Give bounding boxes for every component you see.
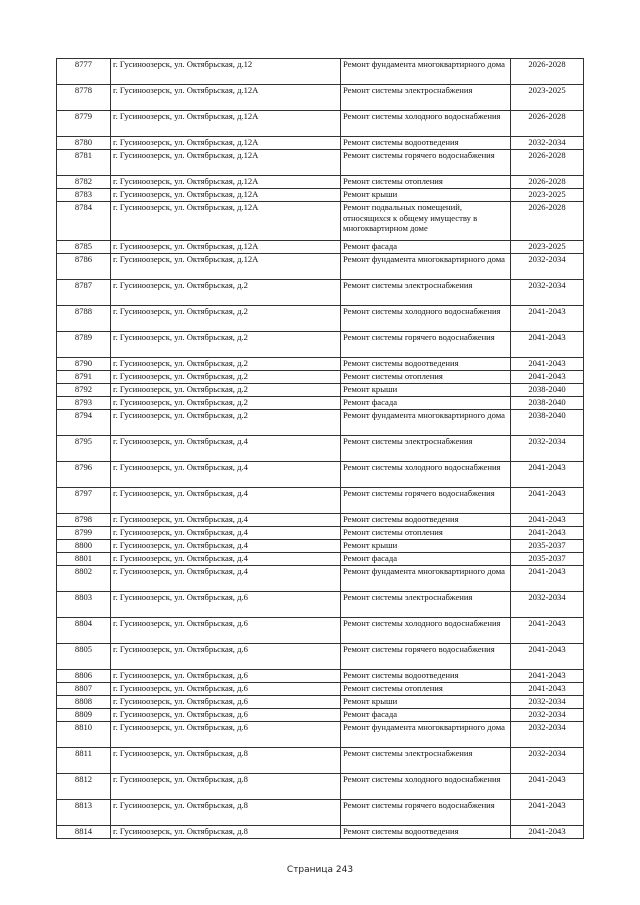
row-number-cell: 8779 <box>57 111 111 137</box>
table-row <box>57 488 584 514</box>
row-number-cell: 8806 <box>57 670 111 683</box>
table-row <box>57 826 584 839</box>
row-number-cell: 8795 <box>57 436 111 462</box>
period-cell: 2041-2043 <box>511 527 584 540</box>
work-type-cell: Ремонт фундамента многоквартирного дома <box>341 410 511 436</box>
work-type-cell: Ремонт системы горячего водоснабжения <box>341 150 511 176</box>
period-cell: 2026-2028 <box>511 202 584 241</box>
work-type-cell: Ремонт крыши <box>341 696 511 709</box>
address-cell: г. Гусиноозерск, ул. Октябрьская, д.6 <box>111 670 341 683</box>
work-type-cell: Ремонт крыши <box>341 540 511 553</box>
address-cell: г. Гусиноозерск, ул. Октябрьская, д.12А <box>111 85 341 111</box>
period-cell: 2032-2034 <box>511 137 584 150</box>
period-cell: 2041-2043 <box>511 670 584 683</box>
table-row <box>57 683 584 696</box>
address-cell: г. Гусиноозерск, ул. Октябрьская, д.12А <box>111 111 341 137</box>
work-type-cell: Ремонт системы горячего водоснабжения <box>341 488 511 514</box>
work-type-cell: Ремонт системы холодного водоснабжения <box>341 306 511 332</box>
work-type-cell: Ремонт системы отопления <box>341 527 511 540</box>
table-row <box>57 111 584 137</box>
work-type-cell: Ремонт фасада <box>341 709 511 722</box>
work-type-cell: Ремонт крыши <box>341 189 511 202</box>
address-cell: г. Гусиноозерск, ул. Октябрьская, д.8 <box>111 800 341 826</box>
period-cell: 2026-2028 <box>511 111 584 137</box>
table-row <box>57 696 584 709</box>
address-cell: г. Гусиноозерск, ул. Октябрьская, д.12А <box>111 137 341 150</box>
period-cell: 2035-2037 <box>511 540 584 553</box>
period-cell: 2041-2043 <box>511 800 584 826</box>
address-cell: г. Гусиноозерск, ул. Октябрьская, д.12А <box>111 150 341 176</box>
address-cell: г. Гусиноозерск, ул. Октябрьская, д.12А <box>111 254 341 280</box>
period-cell: 2041-2043 <box>511 514 584 527</box>
period-cell: 2041-2043 <box>511 306 584 332</box>
row-number-cell: 8798 <box>57 514 111 527</box>
address-cell: г. Гусиноозерск, ул. Октябрьская, д.8 <box>111 774 341 800</box>
address-cell: г. Гусиноозерск, ул. Октябрьская, д.6 <box>111 722 341 748</box>
work-type-cell: Ремонт фасада <box>341 553 511 566</box>
row-number-cell: 8797 <box>57 488 111 514</box>
period-cell: 2032-2034 <box>511 696 584 709</box>
work-type-cell: Ремонт фундамента многоквартирного дома <box>341 59 511 85</box>
row-number-cell: 8784 <box>57 202 111 241</box>
row-number-cell: 8785 <box>57 241 111 254</box>
address-cell: г. Гусиноозерск, ул. Октябрьская, д.12А <box>111 241 341 254</box>
address-cell: г. Гусиноозерск, ул. Октябрьская, д.12А <box>111 176 341 189</box>
address-cell: г. Гусиноозерск, ул. Октябрьская, д.4 <box>111 462 341 488</box>
period-cell: 2032-2034 <box>511 722 584 748</box>
period-cell: 2038-2040 <box>511 410 584 436</box>
table-row <box>57 137 584 150</box>
address-cell: г. Гусиноозерск, ул. Октябрьская, д.2 <box>111 358 341 371</box>
row-number-cell: 8800 <box>57 540 111 553</box>
period-cell: 2032-2034 <box>511 709 584 722</box>
period-cell: 2023-2025 <box>511 189 584 202</box>
address-cell: г. Гусиноозерск, ул. Октябрьская, д.12 <box>111 59 341 85</box>
work-type-cell: Ремонт системы холодного водоснабжения <box>341 618 511 644</box>
row-number-cell: 8794 <box>57 410 111 436</box>
row-number-cell: 8787 <box>57 280 111 306</box>
table-row <box>57 410 584 436</box>
address-cell: г. Гусиноозерск, ул. Октябрьская, д.4 <box>111 566 341 592</box>
period-cell: 2032-2034 <box>511 280 584 306</box>
address-cell: г. Гусиноозерск, ул. Октябрьская, д.4 <box>111 527 341 540</box>
repair-schedule-table <box>56 58 584 839</box>
row-number-cell: 8786 <box>57 254 111 280</box>
period-cell: 2041-2043 <box>511 566 584 592</box>
table-row <box>57 436 584 462</box>
table-row <box>57 397 584 410</box>
table-row <box>57 618 584 644</box>
table-row <box>57 592 584 618</box>
address-cell: г. Гусиноозерск, ул. Октябрьская, д.4 <box>111 514 341 527</box>
period-cell: 2038-2040 <box>511 384 584 397</box>
table-row <box>57 189 584 202</box>
work-type-cell: Ремонт системы водоотведения <box>341 670 511 683</box>
address-cell: г. Гусиноозерск, ул. Октябрьская, д.6 <box>111 592 341 618</box>
work-type-cell: Ремонт системы отопления <box>341 683 511 696</box>
address-cell: г. Гусиноозерск, ул. Октябрьская, д.6 <box>111 618 341 644</box>
row-number-cell: 8788 <box>57 306 111 332</box>
work-type-cell: Ремонт системы отопления <box>341 371 511 384</box>
period-cell: 2026-2028 <box>511 59 584 85</box>
row-number-cell: 8778 <box>57 85 111 111</box>
table-row <box>57 514 584 527</box>
address-cell: г. Гусиноозерск, ул. Октябрьская, д.12А <box>111 202 341 241</box>
period-cell: 2032-2034 <box>511 254 584 280</box>
row-number-cell: 8809 <box>57 709 111 722</box>
work-type-cell: Ремонт фасада <box>341 397 511 410</box>
work-type-cell: Ремонт подвальных помещений, относящихся к общему имуществу в многоквартирном доме <box>341 202 511 241</box>
work-type-cell: Ремонт системы электроснабжения <box>341 592 511 618</box>
row-number-cell: 8801 <box>57 553 111 566</box>
row-number-cell: 8811 <box>57 748 111 774</box>
table-body <box>57 59 584 839</box>
table-row <box>57 540 584 553</box>
address-cell: г. Гусиноозерск, ул. Октябрьская, д.2 <box>111 410 341 436</box>
row-number-cell: 8789 <box>57 332 111 358</box>
table-row <box>57 306 584 332</box>
period-cell: 2032-2034 <box>511 436 584 462</box>
table-row <box>57 774 584 800</box>
address-cell: г. Гусиноозерск, ул. Октябрьская, д.8 <box>111 748 341 774</box>
table-row <box>57 150 584 176</box>
period-cell: 2035-2037 <box>511 553 584 566</box>
period-cell: 2041-2043 <box>511 462 584 488</box>
table-row <box>57 709 584 722</box>
address-cell: г. Гусиноозерск, ул. Октябрьская, д.12А <box>111 189 341 202</box>
work-type-cell: Ремонт системы горячего водоснабжения <box>341 644 511 670</box>
period-cell: 2032-2034 <box>511 748 584 774</box>
work-type-cell: Ремонт системы водоотведения <box>341 826 511 839</box>
table-row <box>57 332 584 358</box>
work-type-cell: Ремонт фундамента многоквартирного дома <box>341 566 511 592</box>
table-row <box>57 176 584 189</box>
table-row <box>57 371 584 384</box>
table-row <box>57 644 584 670</box>
work-type-cell: Ремонт системы горячего водоснабжения <box>341 332 511 358</box>
period-cell: 2041-2043 <box>511 644 584 670</box>
table-row <box>57 722 584 748</box>
period-cell: 2032-2034 <box>511 592 584 618</box>
table-row <box>57 384 584 397</box>
row-number-cell: 8796 <box>57 462 111 488</box>
work-type-cell: Ремонт системы отопления <box>341 176 511 189</box>
row-number-cell: 8808 <box>57 696 111 709</box>
work-type-cell: Ремонт системы электроснабжения <box>341 85 511 111</box>
row-number-cell: 8777 <box>57 59 111 85</box>
address-cell: г. Гусиноозерск, ул. Октябрьская, д.6 <box>111 709 341 722</box>
row-number-cell: 8803 <box>57 592 111 618</box>
table-row <box>57 553 584 566</box>
row-number-cell: 8783 <box>57 189 111 202</box>
address-cell: г. Гусиноозерск, ул. Октябрьская, д.6 <box>111 644 341 670</box>
table-row <box>57 800 584 826</box>
row-number-cell: 8814 <box>57 826 111 839</box>
row-number-cell: 8799 <box>57 527 111 540</box>
address-cell: г. Гусиноозерск, ул. Октябрьская, д.4 <box>111 553 341 566</box>
work-type-cell: Ремонт фасада <box>341 241 511 254</box>
period-cell: 2041-2043 <box>511 488 584 514</box>
row-number-cell: 8804 <box>57 618 111 644</box>
table-row <box>57 280 584 306</box>
address-cell: г. Гусиноозерск, ул. Октябрьская, д.4 <box>111 436 341 462</box>
row-number-cell: 8807 <box>57 683 111 696</box>
table-row <box>57 85 584 111</box>
row-number-cell: 8793 <box>57 397 111 410</box>
work-type-cell: Ремонт системы горячего водоснабжения <box>341 800 511 826</box>
period-cell: 2026-2028 <box>511 176 584 189</box>
row-number-cell: 8791 <box>57 371 111 384</box>
work-type-cell: Ремонт системы электроснабжения <box>341 436 511 462</box>
address-cell: г. Гусиноозерск, ул. Октябрьская, д.6 <box>111 696 341 709</box>
work-type-cell: Ремонт крыши <box>341 384 511 397</box>
address-cell: г. Гусиноозерск, ул. Октябрьская, д.2 <box>111 332 341 358</box>
address-cell: г. Гусиноозерск, ул. Октябрьская, д.6 <box>111 683 341 696</box>
period-cell: 2038-2040 <box>511 397 584 410</box>
period-cell: 2041-2043 <box>511 358 584 371</box>
address-cell: г. Гусиноозерск, ул. Октябрьская, д.2 <box>111 371 341 384</box>
row-number-cell: 8790 <box>57 358 111 371</box>
work-type-cell: Ремонт фундамента многоквартирного дома <box>341 254 511 280</box>
work-type-cell: Ремонт системы холодного водоснабжения <box>341 111 511 137</box>
row-number-cell: 8805 <box>57 644 111 670</box>
address-cell: г. Гусиноозерск, ул. Октябрьская, д.2 <box>111 384 341 397</box>
table-row <box>57 527 584 540</box>
page-number: Страница 243 <box>286 865 354 875</box>
work-type-cell: Ремонт системы электроснабжения <box>341 748 511 774</box>
table-row <box>57 566 584 592</box>
table-row <box>57 670 584 683</box>
period-cell: 2023-2025 <box>511 241 584 254</box>
table-row <box>57 462 584 488</box>
period-cell: 2041-2043 <box>511 826 584 839</box>
work-type-cell: Ремонт системы холодного водоснабжения <box>341 774 511 800</box>
row-number-cell: 8782 <box>57 176 111 189</box>
work-type-cell: Ремонт системы водоотведения <box>341 137 511 150</box>
address-cell: г. Гусиноозерск, ул. Октябрьская, д.4 <box>111 540 341 553</box>
address-cell: г. Гусиноозерск, ул. Октябрьская, д.2 <box>111 397 341 410</box>
table-row <box>57 254 584 280</box>
address-cell: г. Гусиноозерск, ул. Октябрьская, д.8 <box>111 826 341 839</box>
address-cell: г. Гусиноозерск, ул. Октябрьская, д.2 <box>111 280 341 306</box>
period-cell: 2041-2043 <box>511 332 584 358</box>
address-cell: г. Гусиноозерск, ул. Октябрьская, д.2 <box>111 306 341 332</box>
row-number-cell: 8780 <box>57 137 111 150</box>
work-type-cell: Ремонт системы водоотведения <box>341 514 511 527</box>
period-cell: 2041-2043 <box>511 683 584 696</box>
period-cell: 2023-2025 <box>511 85 584 111</box>
row-number-cell: 8813 <box>57 800 111 826</box>
period-cell: 2041-2043 <box>511 618 584 644</box>
table-row <box>57 202 584 241</box>
row-number-cell: 8810 <box>57 722 111 748</box>
work-type-cell: Ремонт системы водоотведения <box>341 358 511 371</box>
table-row <box>57 241 584 254</box>
work-type-cell: Ремонт системы электроснабжения <box>341 280 511 306</box>
period-cell: 2041-2043 <box>511 371 584 384</box>
table-row <box>57 59 584 85</box>
row-number-cell: 8802 <box>57 566 111 592</box>
table-row <box>57 748 584 774</box>
table-row <box>57 358 584 371</box>
row-number-cell: 8781 <box>57 150 111 176</box>
row-number-cell: 8812 <box>57 774 111 800</box>
row-number-cell: 8792 <box>57 384 111 397</box>
address-cell: г. Гусиноозерск, ул. Октябрьская, д.4 <box>111 488 341 514</box>
work-type-cell: Ремонт фундамента многоквартирного дома <box>341 722 511 748</box>
period-cell: 2026-2028 <box>511 150 584 176</box>
period-cell: 2041-2043 <box>511 774 584 800</box>
work-type-cell: Ремонт системы холодного водоснабжения <box>341 462 511 488</box>
